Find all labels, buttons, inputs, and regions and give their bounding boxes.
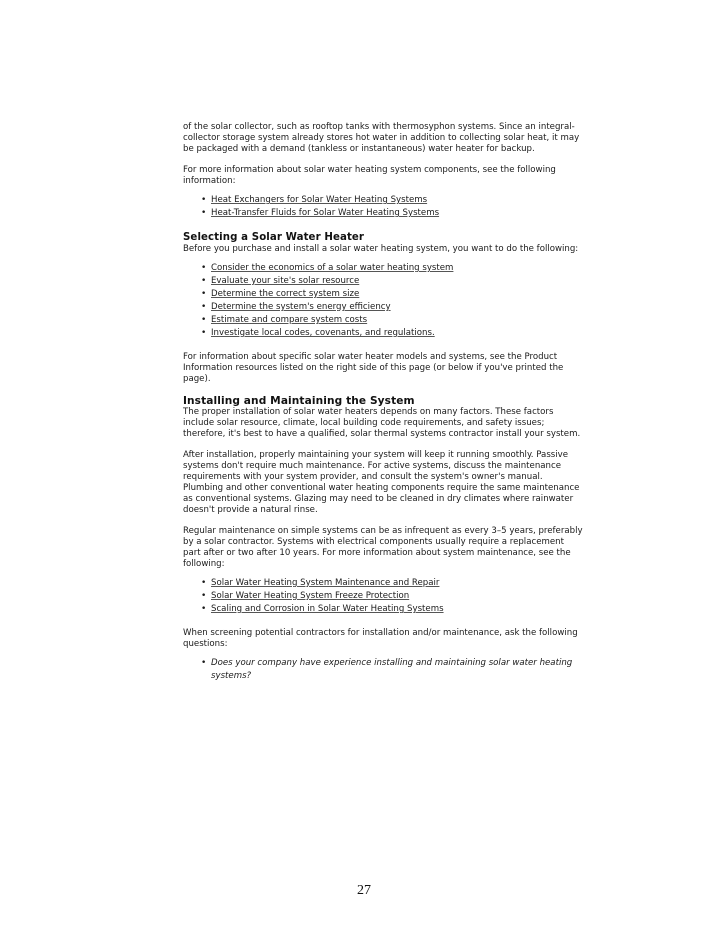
selecting-intro: Before you purchase and install a solar water heating system, you want to do the following:: [183, 244, 579, 254]
maintenance-links-list: [183, 577, 583, 616]
step-evaluate-site[interactable]: [201, 275, 583, 288]
step-system-size[interactable]: [201, 288, 583, 301]
installing-paragraph-1: The proper installation of solar water heaters depends on many factors. These factors include solar resource, climate, local building code requirements, and safety issues; therefore, it's best to have a qualified, solar thermal systems contractor install your system.: [183, 407, 581, 439]
intro-paragraph: of the solar collector, such as rooftop tanks with thermosyphon systems. Since an integral-collector storage system already stores hot water in addition to collecting solar heat, it may be packaged with a demand (tankless or instantaneous) water heater for backup.: [183, 122, 580, 154]
installing-paragraph-3: Regular maintenance on simple systems can be as infrequent as every 3–5 years, preferably by a solar contractor. Systems with electrical components usually require a replacement part after or two after 10 years. For more information about system maintenance, see the following:: [183, 526, 583, 569]
step-consider-economics[interactable]: [201, 262, 583, 275]
link-text[interactable]: Heat-Transfer Fluids for Solar Water Heating Systems: [211, 208, 440, 218]
step-compare-costs[interactable]: [201, 314, 583, 327]
link-text[interactable]: Estimate and compare system costs: [211, 315, 368, 325]
link-text[interactable]: Solar Water Heating System Freeze Protection: [211, 591, 410, 601]
link-text[interactable]: Investigate local codes, covenants, and regulations.: [211, 328, 435, 338]
selecting-heading: Selecting a Solar Water Heater: [183, 232, 365, 243]
link-text[interactable]: Evaluate your site's solar resource: [211, 276, 360, 286]
link-text[interactable]: Consider the economics of a solar water heating system: [211, 263, 454, 273]
link-text[interactable]: Scaling and Corrosion in Solar Water Heating Systems: [211, 604, 444, 614]
link-scaling-corrosion[interactable]: [201, 603, 583, 616]
link-text[interactable]: Solar Water Heating System Maintenance and Repair: [211, 578, 440, 588]
step-local-codes[interactable]: [201, 327, 583, 340]
page-number: 27: [357, 883, 371, 898]
screening-paragraph: When screening potential contractors for installation and/or maintenance, ask the following questions:: [183, 628, 578, 649]
question-text: Does your company have experience installing and maintaining solar water heating systems?: [211, 658, 573, 681]
link-text[interactable]: Determine the system's energy efficiency: [211, 302, 391, 312]
questions-list: [183, 657, 583, 683]
more-info-paragraph: For more information about solar water heating system components, see the following information:: [183, 165, 556, 186]
product-info-paragraph: For information about specific solar water heater models and systems, see the Product Information resources listed on the right side of this page (or below if you've printed the page).: [183, 352, 564, 384]
link-maintenance-repair[interactable]: [201, 577, 583, 590]
question-item: [201, 657, 583, 683]
link-freeze-protection[interactable]: [201, 590, 583, 603]
selecting-steps-list: [183, 262, 583, 340]
link-text[interactable]: Heat Exchangers for Solar Water Heating Systems: [211, 195, 428, 205]
link-heat-transfer-fluids[interactable]: [201, 207, 583, 220]
installing-heading: Installing and Maintaining the System: [183, 395, 415, 407]
link-heat-exchangers[interactable]: [201, 194, 583, 207]
link-text[interactable]: Determine the correct system size: [211, 289, 360, 299]
step-energy-efficiency[interactable]: [201, 301, 583, 314]
page-content: [183, 122, 583, 695]
component-links-list: [183, 194, 583, 220]
installing-paragraph-2: After installation, properly maintaining your system will keep it running smoothly. Passive systems don't require much maintenance. For active systems, discuss the maintenance requirements with your system provider, and consult the system's owner's manual. Plumbing and other conventional water heating components require the same maintenance as conventional systems. Glazing may need to be cleaned in dry climates where rainwater doesn't provide a natural rinse.: [183, 450, 580, 515]
